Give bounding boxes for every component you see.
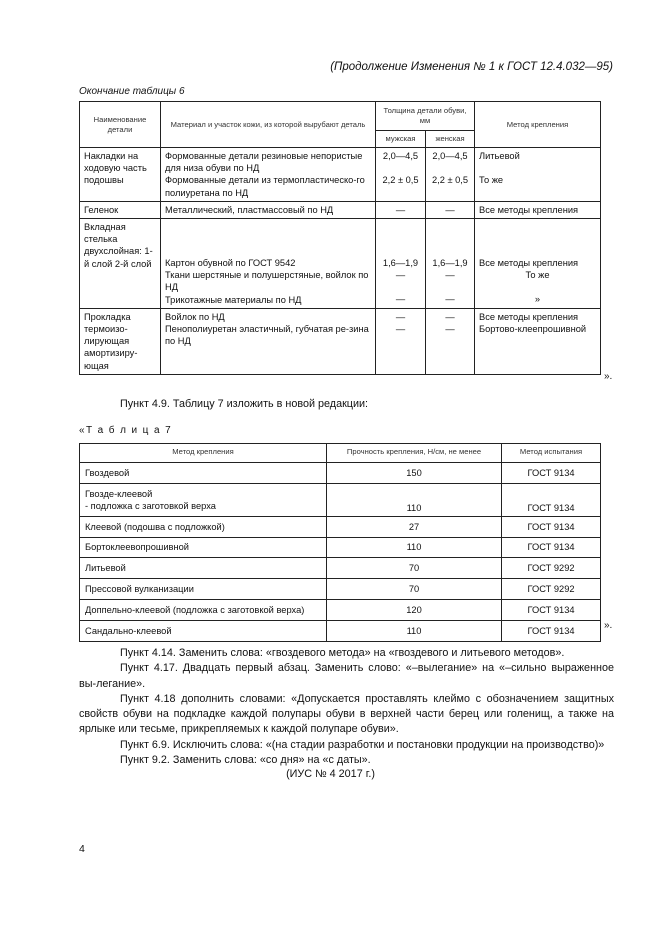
paragraph-9-2: Пункт 9.2. Заменить слова: «со дня» на «с даты». [120, 754, 371, 767]
paragraph-4-9: Пункт 4.9. Таблицу 7 изложить в новой редакции: [120, 398, 369, 410]
t6-method-line: То же [525, 270, 550, 281]
table-7 [79, 443, 601, 642]
t7-header-test: Метод испытания [502, 444, 601, 463]
t7-cell-method: Прессовой вулканизации [80, 579, 327, 600]
t6-value: — [445, 294, 455, 305]
paragraph-4-17: Пункт 4.17. Двадцать первый абзац. Заменить слово: «–вылегание» на «–сильно выраженное вы-легание». [79, 662, 614, 690]
t6-value: 2,0—4,5 [432, 151, 468, 161]
paragraph-4-14: Пункт 4.14. Заменить слова: «гвоздевого метода» на «гвоздевого и литьевого методов». [120, 647, 565, 659]
t7-cell-strength: 110 [327, 620, 502, 641]
t7-cell-strength: 27 [327, 516, 502, 537]
table6-end-mark: ». [604, 371, 613, 382]
t6-method-line: Все методы крепления [479, 258, 579, 269]
t6-material-line: Картон обувной по ГОСТ 9542 [165, 258, 296, 269]
t6-material-line: Формованные детали резиновые непористые для низа обуви по НД [165, 151, 363, 174]
paragraph-4-18: Пункт 4.18 дополнить словами: «Допускается проставлять клеймо с обозначением защитных свойств обуви на подкладке каждой полупары обуви в верхней части берец или голенищ, а также на ярлыке или тесьме, прикрепляемых к каждой полупаре обуви». [79, 692, 614, 736]
t6-cell-male [376, 148, 426, 202]
t6-value: 1,6—1,9 [382, 258, 419, 269]
table7-end-mark: ». [604, 620, 613, 631]
t6-cell-male [376, 219, 426, 309]
table-row [80, 558, 601, 579]
t7-cell-strength: 70 [327, 579, 502, 600]
t6-value: — [395, 294, 406, 305]
t6-material-line: Трикотажные материалы по НД [165, 294, 302, 305]
t6-value: — [395, 324, 406, 335]
t6-material-line: Формованные детали из термопластическо-го полиуретана по НД [165, 175, 365, 198]
table-row [80, 516, 601, 537]
t6-value: 1,6—1,9 [432, 258, 468, 269]
table-row [80, 537, 601, 558]
t6-cell-female: — [426, 201, 475, 218]
t6-method-line: Бортово-клеепрошивной [479, 324, 587, 335]
t7-method-line: Гвозде-клеевой [85, 488, 153, 499]
t6-cell-female [426, 219, 475, 309]
t7-cell-test: ГОСТ 9134 [502, 483, 601, 516]
table-6 [79, 101, 601, 375]
t6-header-female: женская [426, 131, 475, 148]
t6-cell-name: Геленок [80, 201, 161, 218]
ius-reference: (ИУС № 4 2017 г.) [286, 768, 375, 780]
t7-cell-test: ГОСТ 9292 [502, 558, 601, 579]
t6-material-line: Ткани шерстяные и полушерстяные, войлок по НД [165, 270, 369, 293]
t6-method-line: То же [479, 175, 504, 186]
t6-cell-female [426, 148, 475, 202]
t7-cell-strength: 70 [327, 558, 502, 579]
t7-cell-test: ГОСТ 9292 [502, 579, 601, 600]
t7-cell-strength: 110 [327, 537, 502, 558]
t6-value: — [445, 311, 455, 322]
t6-cell-method [475, 308, 601, 374]
paragraph-6-9: Пункт 6.9. Исключить слова: «(на стадии разработки и постановки продукции на производство)» [120, 738, 605, 751]
t6-cell-method: Все методы крепления [475, 201, 601, 218]
t7-cell-test: ГОСТ 9134 [502, 620, 601, 641]
t6-value: — [445, 324, 455, 335]
t6-cell-female [426, 308, 475, 374]
table-row [80, 599, 601, 620]
t7-cell-strength: 110 [327, 483, 502, 516]
t6-value: 2,0—4,5 [382, 151, 419, 161]
t6-cell-name: Прокладка термоизо-лирующая амортизиру-ющая [80, 308, 161, 374]
t6-cell-material [161, 308, 376, 374]
table-row [80, 201, 601, 218]
table-row [80, 308, 601, 374]
t7-cell-method: Гвоздевой [80, 463, 327, 484]
t7-cell-strength: 120 [327, 599, 502, 620]
t7-cell-test: ГОСТ 9134 [502, 463, 601, 484]
t7-cell-test: ГОСТ 9134 [502, 516, 601, 537]
t7-cell-method [80, 483, 327, 516]
t6-header-name: Наименование детали [80, 102, 161, 148]
t7-header-strength: Прочность крепления, Н/см, не менее [327, 444, 502, 463]
t6-cell-material [161, 219, 376, 309]
t6-cell-male: — [376, 201, 426, 218]
t7-cell-strength: 150 [327, 463, 502, 484]
t6-header-male: мужская [376, 131, 426, 148]
t6-cell-material [161, 148, 376, 202]
t7-cell-method: Сандально-клеевой [80, 620, 327, 641]
t6-cell-name: Вкладная стелька двухслойная: 1-й слой 2-й слой [80, 219, 161, 309]
t6-cell-name: Накладки на ходовую часть подошвы [80, 148, 161, 202]
table-row [80, 463, 601, 484]
t6-value: 2,2 ± 0,5 [431, 175, 469, 186]
t6-value: — [445, 270, 455, 281]
table7-caption: «Т а б л и ц а 7 [79, 425, 173, 436]
table-row [80, 483, 601, 516]
table6-caption: Окончание таблицы 6 [79, 86, 185, 97]
t6-cell-method [475, 148, 601, 202]
t6-method-line: Литьевой [479, 151, 520, 161]
t7-cell-test: ГОСТ 9134 [502, 537, 601, 558]
table-row [80, 620, 601, 641]
t6-header-thickness: Толщина детали обуви, мм [376, 102, 475, 131]
t6-value: — [395, 270, 406, 281]
t6-method-line: Все методы крепления [479, 311, 579, 322]
t6-cell-material: Металлический, пластмассовый по НД [161, 201, 376, 218]
t7-cell-method: Клеевой (подошва с подложкой) [80, 516, 327, 537]
t7-cell-method: Бортоклеевопрошивной [80, 537, 327, 558]
t6-material-line: Войлок по НД [165, 311, 225, 322]
t6-value: — [395, 311, 406, 322]
t7-cell-method: Литьевой [80, 558, 327, 579]
t7-header-method: Метод крепления [80, 444, 327, 463]
t6-cell-method [475, 219, 601, 309]
table-row [80, 148, 601, 202]
t7-cell-test: ГОСТ 9134 [502, 599, 601, 620]
t6-material-line: Пенополиуретан эластичный, губчатая ре-зина по НД [165, 324, 369, 347]
table-row [80, 579, 601, 600]
t6-cell-male [376, 308, 426, 374]
t7-method-line: - подложка с заготовкой верха [85, 500, 216, 511]
t6-method-line: » [534, 294, 541, 305]
t7-cell-method: Доппельно-клеевой (подложка с заготовкой верха) [80, 599, 327, 620]
table-row [80, 219, 601, 309]
page-header: (Продолжение Изменения № 1 к ГОСТ 12.4.032—95) [330, 61, 613, 73]
t6-header-material: Материал и участок кожи, из которой вырубают деталь [161, 102, 376, 148]
amendment-text [79, 646, 614, 768]
page-number: 4 [79, 843, 85, 855]
t6-value: 2,2 ± 0,5 [382, 175, 419, 186]
t6-header-method: Метод крепления [475, 102, 601, 148]
